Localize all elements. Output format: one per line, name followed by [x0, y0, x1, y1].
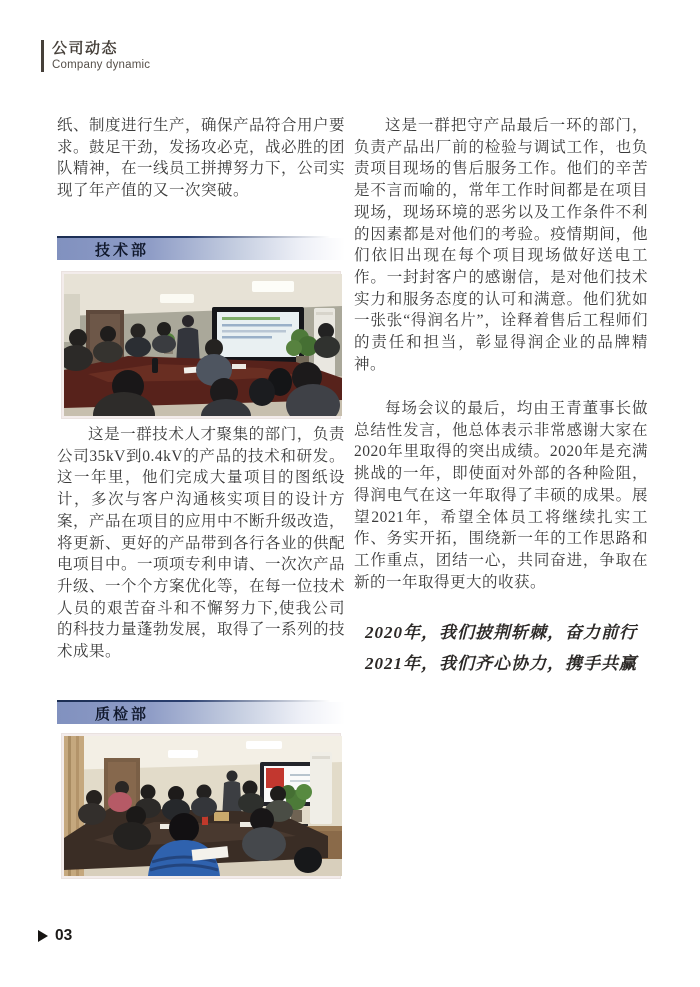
slogan-line-2020: 2020年，我们披荆斩棘，奋力前行 — [365, 623, 637, 642]
section-bar-technical-dept — [57, 238, 345, 260]
quality-dept-meeting-photo — [62, 734, 340, 878]
technical-dept-meeting-photo — [62, 272, 340, 418]
left-paragraph-1: 纸、制度进行生产，确保产品符合用户要求。鼓足干劲，发扬攻必克，战必胜的团队精神，在一线员工拼搏努力下，公司实现了年产值的又一次突破。 — [57, 117, 346, 200]
right-paragraph-2: 每场会议的最后，均由王青董事长做总结性发言，他总体表示非常感谢大家在2020年里取得的突出成绩。2020年是充满挑战的一年，即使面对外部的各种险阻，得润电气在这一年取得了丰硕的成果。展望2021年，希望全体员工将继续扎实工作、务实开拓，围绕新一年的工作思路和工作重点，团结一心，共同奋进，争取在新的一年取得更大的收获。 — [354, 400, 648, 591]
meeting-room-illustration-2 — [64, 736, 342, 876]
page-number-arrow-icon — [38, 930, 48, 942]
right-paragraph-1: 这是一群把守产品最后一环的部门，负责产品出厂前的检验与调试工作，也负责项目现场的售后服务工作。他们的辛苦是不言而喻的，常年工作时间都是在项目现场，现场环境的恶劣以及工作条件不利的因素都是对他们的考验。疫情期间，他们依旧出现在每个项目现场做好送电工作。一封封客户的感谢信，是对他们技术实力和服务态度的认可和满意。他们犹如一张张“得润名片”，诠释着售后工程师们的责任和担当，彰显得润企业的品牌精神。 — [354, 117, 648, 373]
page-header — [41, 40, 150, 72]
page-header-subtitle: Company dynamic — [52, 59, 151, 71]
page-header-title: 公司动态 — [52, 40, 119, 57]
left-paragraph-2: 这是一群技术人才聚集的部门，负责公司35kV到0.4kV的产品的技术和研发。这一年里，他们完成大量项目的图纸设计，多次与客户沟通核实项目的设计方案，产品在项目的应用中不断升级改造，将更新、更好的产品带到各行各业的供配电项目中。一项项专利申请、一次次产品升级、一个个方案优化等，在每一位技术人员的艰苦奋斗和不懈努力下,使我公司的科技力量蓬勃发展，取得了一系列的技术成果。 — [57, 426, 346, 661]
section-bar-quality-dept — [57, 702, 345, 724]
page-number — [38, 927, 72, 945]
section-title-quality-dept: 质检部 — [95, 705, 150, 723]
page-number-value: 03 — [55, 927, 73, 944]
meeting-room-illustration — [64, 274, 342, 416]
section-title-technical-dept: 技术部 — [95, 241, 150, 259]
slogan-line-2021: 2021年，我们齐心协力，携手共赢 — [365, 654, 637, 673]
